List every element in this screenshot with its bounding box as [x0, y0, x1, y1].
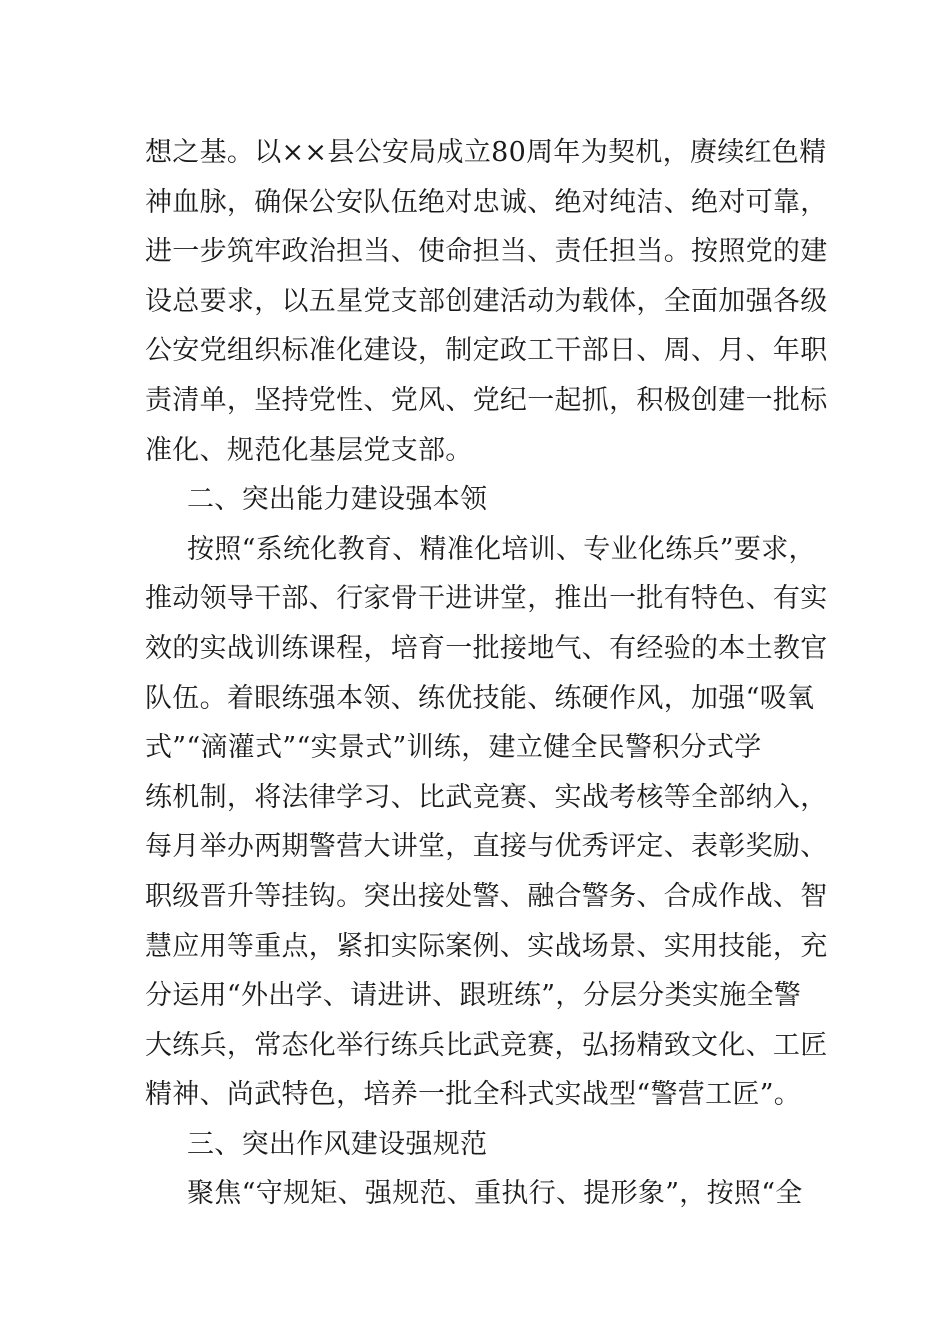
text-line: 神血脉，确保公安队伍绝对忠诚、绝对纯洁、绝对可靠，	[145, 186, 828, 218]
text-line: 慧应用等重点，紧扣实际案例、实战场景、实用技能，充	[145, 930, 828, 962]
text-line: 式”“滴灌式”“实景式”训练，建立健全民警积分式学	[145, 732, 762, 764]
paragraph-start: 按照“系统化教育、精准化培训、专业化练兵”要求，	[187, 533, 816, 565]
text-line: 每月举办两期警营大讲堂，直接与优秀评定、表彰奖励、	[145, 831, 828, 863]
text-line: 公安党组织标准化建设，制定政工干部日、周、月、年职	[145, 335, 828, 367]
text-line: 推动领导干部、行家骨干进讲堂，推出一批有特色、有实	[145, 583, 828, 615]
text-line: 准化、规范化基层党支部。	[145, 434, 473, 466]
text-line: 责清单，坚持党性、党风、党纪一起抓，积极创建一批标	[145, 384, 828, 416]
text-line: 队伍。着眼练强本领、练优技能、练硬作风，加强“吸氧	[145, 682, 815, 714]
body-text	[145, 128, 828, 1219]
text-line: 练机制，将法律学习、比武竞赛、实战考核等全部纳入，	[145, 781, 828, 813]
text-line: 精神、尚武特色，培养一批全科式实战型“警营工匠”。	[145, 1079, 802, 1111]
text-line: 进一步筑牢政治担当、使命担当、责任担当。按照党的建	[145, 236, 828, 268]
text-line: 设总要求，以五星党支部创建活动为载体，全面加强各级	[145, 285, 828, 317]
text-line: 大练兵，常态化举行练兵比武竞赛，弘扬精致文化、工匠	[145, 1029, 828, 1061]
section-heading-3: 三、突出作风建设强规范	[187, 1128, 488, 1160]
text-line: 职级晋升等挂钩。突出接处警、融合警务、合成作战、智	[145, 880, 828, 912]
section-heading-2: 二、突出能力建设强本领	[187, 484, 488, 516]
text-line: 想之基。以××县公安局成立80周年为契机，赓续红色精	[145, 137, 827, 168]
text-line: 效的实战训练课程，培育一批接地气、有经验的本土教官	[145, 632, 828, 664]
paragraph-start: 聚焦“守规矩、强规范、重执行、提形象”，按照“全	[187, 1178, 803, 1210]
text-line: 分运用“外出学、请进讲、跟班练”，分层分类实施全警	[145, 980, 802, 1012]
